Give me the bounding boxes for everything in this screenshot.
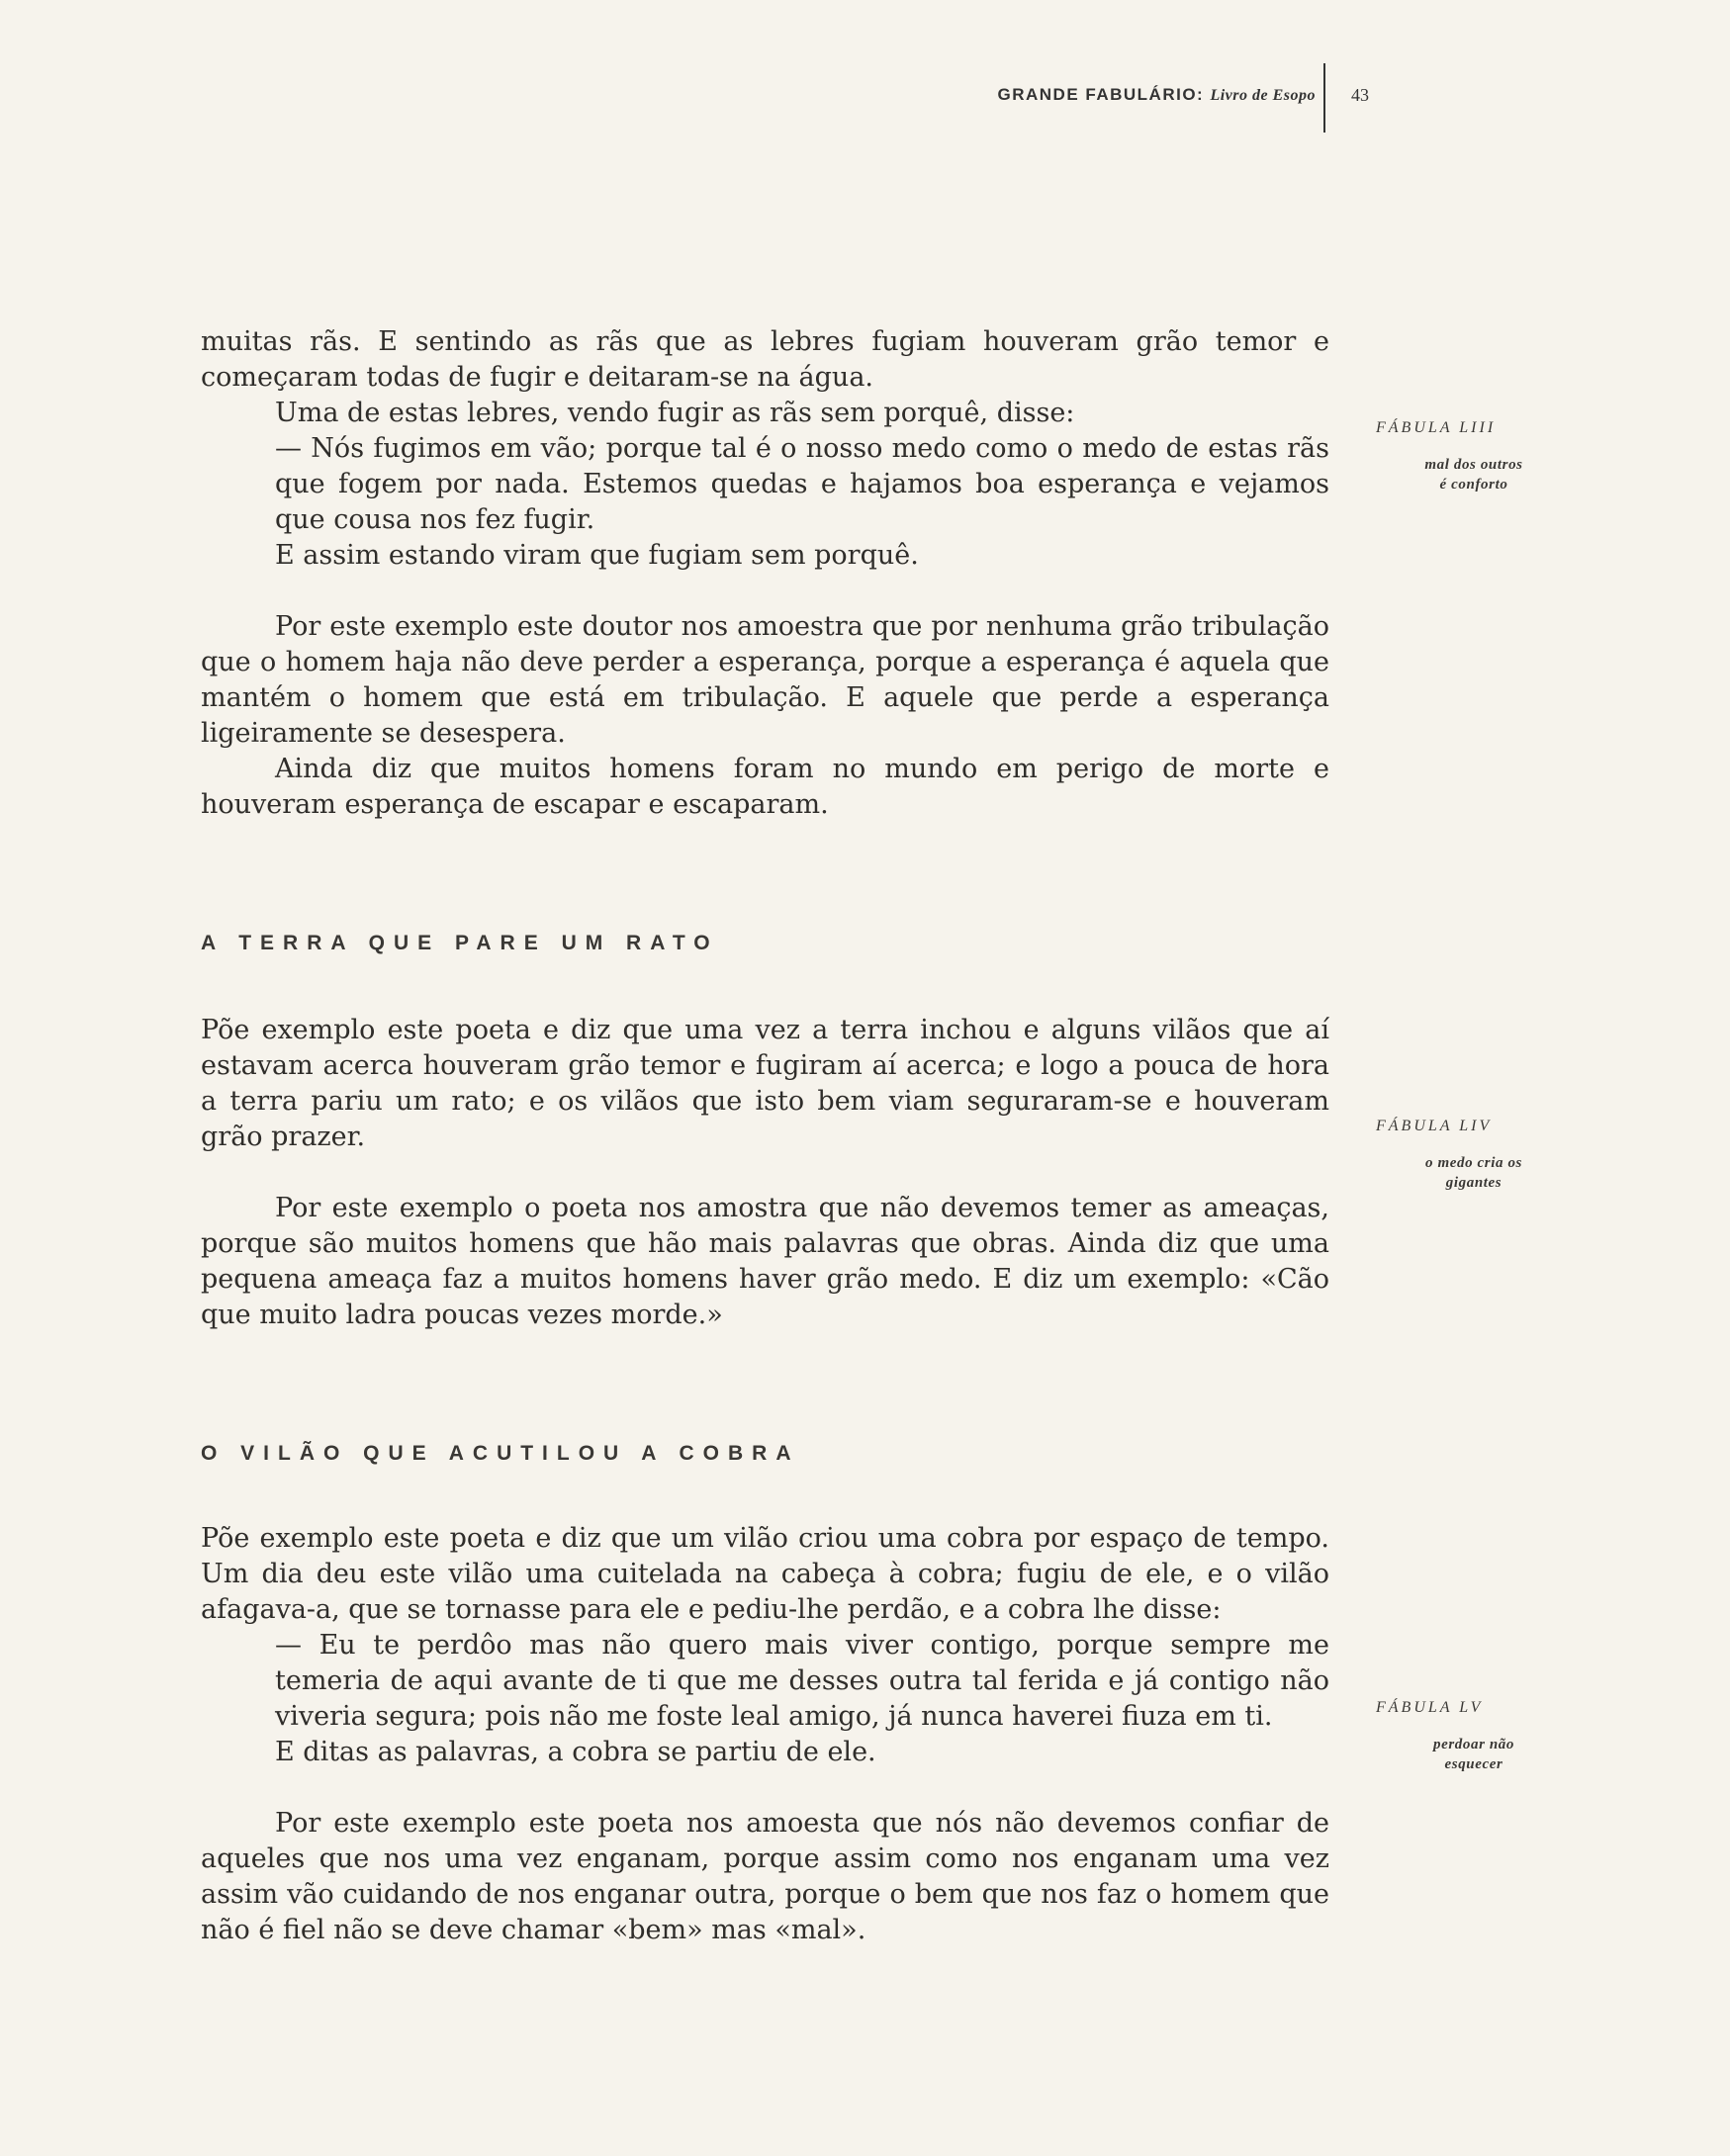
moral-text-block-1 [201,609,1329,823]
paragraph: E assim estando viram que fugiam sem porquê. [275,540,919,571]
fable-number: FÁBULA LV [1376,1699,1484,1716]
section-title: O VILÃO QUE ACUTILOU A COBRA [201,1442,800,1465]
paragraph-gap [201,1770,1329,1806]
running-header [851,85,1316,105]
gloss-line: é conforto [1439,477,1508,493]
margin-note [1360,419,1588,494]
margin-note [1360,1118,1588,1193]
paragraph-gap [201,1155,1329,1191]
gloss-line: esquecer [1444,1756,1503,1772]
fable-number: FÁBULA LIII [1376,419,1497,436]
header-rule [1323,63,1325,133]
margin-gloss [1360,1735,1588,1774]
page-number: 43 [1351,85,1369,105]
margin-gloss [1360,455,1588,494]
margin-note [1360,1699,1588,1774]
paragraph: Por este exemplo este doutor nos amoestra que por nenhuma grão tribulação que o homem haja não deve perder a esperança, porque a esperança é aquela que mantém o homem que está em tribulação. E aquele que perde a esperança ligeiramente se desespera. [201,611,1329,749]
margin-gloss [1360,1153,1588,1193]
fable-number: FÁBULA LIV [1376,1118,1493,1134]
gloss-line: mal dos outros [1424,457,1523,473]
header-separator: : [1197,85,1205,104]
paragraph: E ditas as palavras, a cobra se partiu de ele. [275,1737,876,1767]
gloss-line: gigantes [1445,1175,1502,1191]
paragraph: Põe exemplo este poeta e diz que um vilão criou uma cobra por espaço de tempo. Um dia deu este vilão uma cuitelada na cabeça à cobra; fugiu de ele, e o vilão afagava-a, que se tornasse para ele e pediu-lhe perdão, e a cobra lhe disse: [201,1523,1329,1625]
dialogue-paragraph: — Eu te perdôo mas não quero mais viver contigo, porque sempre me temeria de aqui avante de ti que me desses outra tal ferida e já contigo não viveria segura; pois não me foste leal amigo, já nunca haverei fiuza em ti. [275,1630,1329,1732]
gloss-line: o medo cria os [1425,1155,1522,1171]
header-book-title: Livro de Esopo [1210,87,1316,104]
paragraph: Por este exemplo o poeta nos amostra que não devemos temer as ameaças, porque são muitos homens que hão mais palavras que obras. Ainda diz que uma pequena ameaça faz a muitos homens haver grão medo. E diz um exemplo: «Cão que muito ladra poucas vezes morde.» [201,1193,1329,1330]
gloss-line: perdoar não [1432,1737,1515,1752]
paragraph: Uma de estas lebres, vendo fugir as rãs sem porquê, disse: [275,398,1075,428]
paragraph: Põe exemplo este poeta e diz que uma vez a terra inchou e alguns vilãos que aí estavam acerca houveram grão temor e fugiram aí acerca; e logo a pouca de hora a terra pariu um rato; e os vilãos que isto bem viam seguraram-se e houveram grão prazer. [201,1015,1329,1152]
fable-text-block-1 [201,324,1329,574]
paragraph: Por este exemplo este poeta nos amoesta que nós não devemos confiar de aqueles que nos uma vez enganam, porque assim como nos enganam uma vez assim vão cuidando de nos enganar outra, porque o bem que nos faz o homem que não é fiel não se deve chamar «bem» mas «mal». [201,1808,1329,1945]
fable-text-block-2 [201,1013,1329,1333]
paragraph: Ainda diz que muitos homens foram no mundo em perigo de morte e houveram esperança de escapar e escaparam. [201,754,1329,820]
section-title: A TERRA QUE PARE UM RATO [201,932,719,954]
fable-text-block-3 [201,1521,1329,1948]
paragraph: muitas rãs. E sentindo as rãs que as lebres fugiam houveram grão temor e começaram todas de fugir e deitaram-se na água. [201,326,1329,393]
header-title: GRANDE FABULÁRIO [997,85,1198,104]
dialogue-paragraph: — Nós fugimos em vão; porque tal é o nosso medo como o medo de estas rãs que fogem por nada. Estemos quedas e hajamos boa esperança e vejamos que cousa nos fez fugir. [275,433,1329,535]
